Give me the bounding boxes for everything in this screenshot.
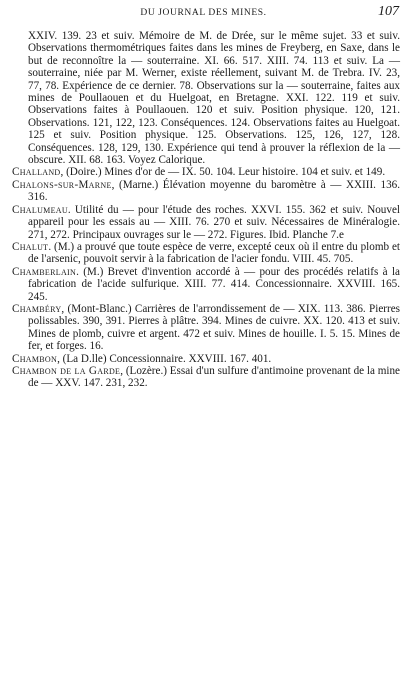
entry-text: . (M.) Brevet d'invention accordé à — pour des procédés relatifs à la fabrication de l'acide sulfurique. XIII. 77. 414. Concessionnaire. XXVIII. 165. 245.: [28, 265, 400, 303]
entry-chamberlain: [12, 266, 400, 303]
entry-headword: Chamberlain: [12, 265, 77, 278]
entry-text: , (Lozère.) Essai d'un sulfure d'antimoine provenant de la mine de — XXV. 147. 231, 232.: [28, 364, 400, 390]
header-title: DU JOURNAL DES MINES.: [140, 8, 267, 18]
entry-text: . (M.) a prouvé que toute espèce de verre, excepté ceux où il entre du plomb et de l'arsenic, pouvoit servir à la fabrication de l'acier fondu. VIII. 45. 705.: [28, 240, 400, 266]
page-number: 107: [378, 4, 399, 19]
entry-text: , (La D.lle) Concessionnaire. XXVIII. 167. 401.: [57, 352, 272, 365]
entry-headword: Chalumeau: [12, 203, 68, 216]
entry-challand: [12, 166, 400, 178]
entry-headword: Challand: [12, 166, 61, 179]
entry-chalumeau: [12, 204, 400, 241]
index-entries: [12, 30, 400, 390]
entry-headword: Chalons-sur-Marne: [12, 178, 112, 191]
entry-headword: Chambéry: [12, 302, 62, 315]
entry-chambon-de-la-garde: [12, 365, 400, 390]
entry-headword: Chambon: [12, 352, 58, 365]
entry-headword: Chalut: [12, 240, 49, 253]
running-header: [0, 4, 407, 26]
entry-chalut: [12, 241, 400, 266]
entry-text: , (Marne.) Élévation moyenne du baromètre à — XXIII. 136. 316.: [28, 178, 400, 204]
continued-entry-text: XXIV. 139. 23 et suiv. Mémoire de M. de Drée, sur le même sujet. 33 et suiv. Observations thermométriques faites dans les mines de Freyberg, en Saxe, dans le but de reconnoître la — souterraine. XI. 66. 517. XIII. 74. 113 et suiv. La — souterraine, niée par M. Werner, existe réellement, suivant M. de Trebra. IV. 23, 77, 78. Expérience de ce dernier. 78. Observations sur la — souterraine, faites aux mines de Poullaouen et du Huelgoat, en Bretagne. XXI. 122. 119 et suiv. Observations faites à Poullaouen. 120 et suiv. Position physique. 120, 121. Observations. 121, 122, 123. Conséquences. 124. Observations faites au Huelgoat. 125 et suiv. Position physique. 125. Observations. 125, 126, 127, 128. Conséquences. 128, 129, 130. Expérience qui tend à prouver la réflexion de la — obscure. XII. 68. 163. Voyez Calorique.: [28, 30, 400, 167]
entry-text: . Utilité du — pour l'étude des roches. XXVI. 155. 362 et suiv. Nouvel appareil pour les essais au — XIII. 76. 270 et suiv. Nécessaires de Minéralogie. 271, 272. Principaux ouvrages sur le — 272. Figures. Ibid. Planche 7.e: [28, 203, 400, 241]
entry-chalons-sur-marne: [12, 179, 400, 204]
entry-chambery: [12, 303, 400, 353]
entry-headword: Chambon de la Garde: [12, 364, 121, 377]
entry-text: , (Mont-Blanc.) Carrières de l'arrondissement de — XIX. 113. 386. Pierres polissables. 390, 391. Pierres à plâtre. 394. Mines de cuivre. XX. 120. 413 et suiv. Mines de plomb, cuivre et argent. 472 et suiv. Mines de houille. I. 5. 15. Mines de fer, et forges. 16.: [28, 302, 400, 353]
entry-text: , (Doire.) Mines d'or de — IX. 50. 104. Leur histoire. 104 et suiv. et 149.: [60, 166, 386, 179]
entry-chambon: [12, 353, 400, 365]
